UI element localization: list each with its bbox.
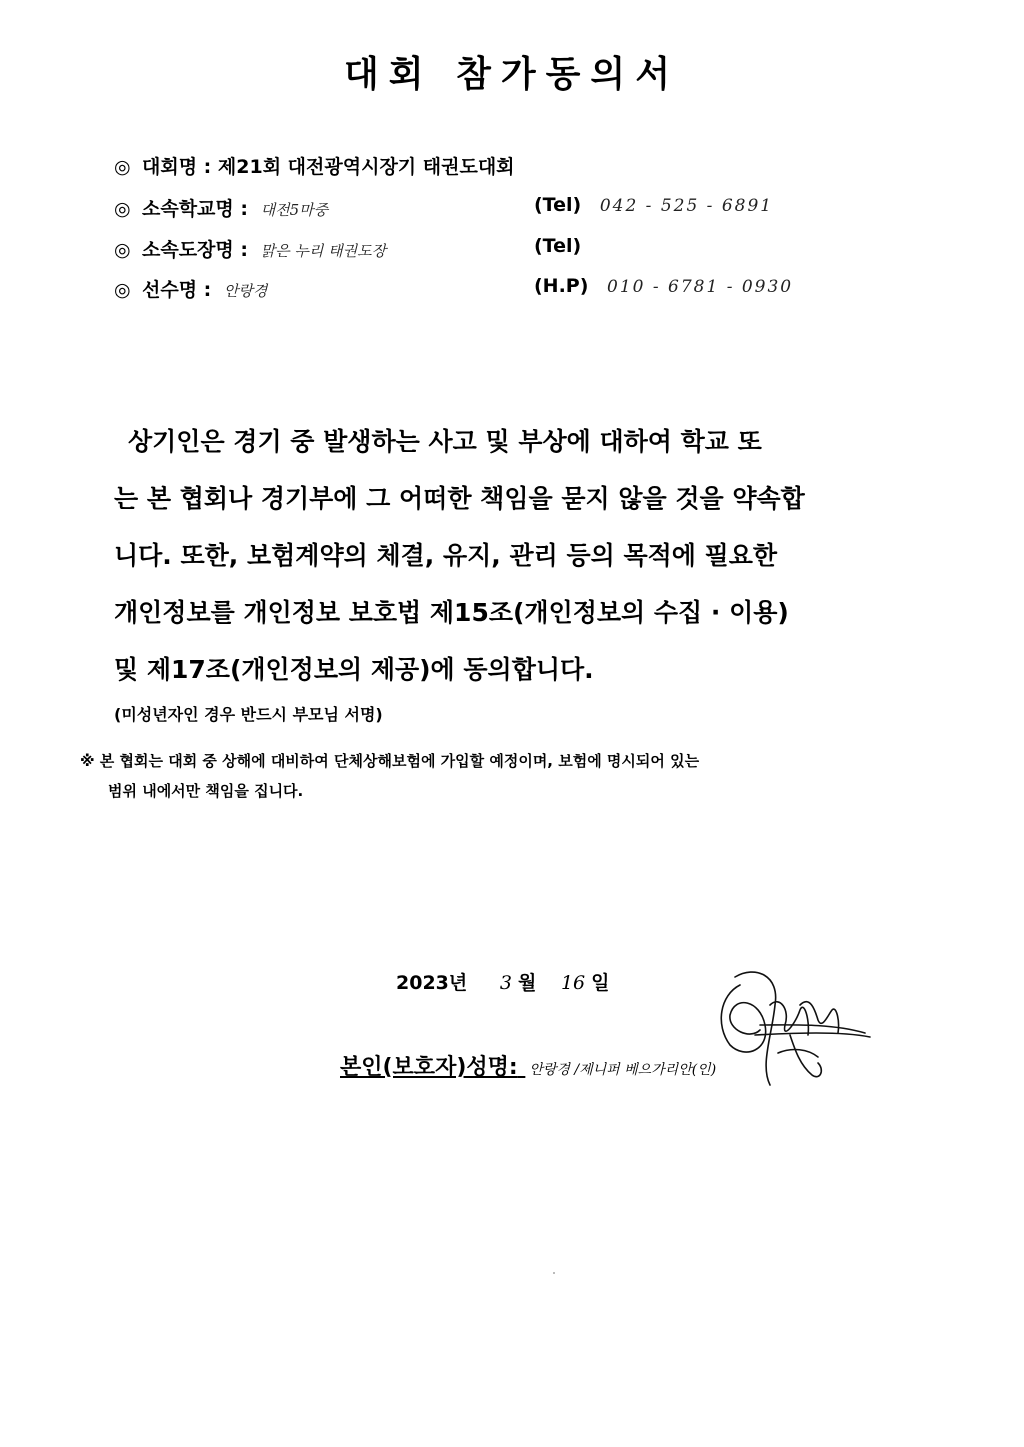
consent-line-2: 는 본 협회나 경기부에 그 어떠한 책임을 묻지 않을 것을 약속합	[114, 484, 805, 513]
tel2-label: (Tel)	[534, 235, 582, 257]
date-month: 3	[499, 972, 512, 994]
signature-line	[340, 1050, 716, 1081]
date-day-unit: 일	[591, 972, 610, 994]
hp-row	[534, 275, 793, 305]
consent-paragraph	[114, 413, 886, 698]
signing-date	[396, 968, 610, 995]
gym-value: 맑은 누리 태권도장	[260, 242, 387, 260]
minor-guardian-note: (미성년자인 경우 반드시 부모님 서명)	[114, 705, 383, 724]
document-title: 대회 참가동의서	[344, 54, 680, 95]
signature-handwritten: 안랑경 /제니퍼 베으가리안(인)	[529, 1062, 717, 1078]
gym-row	[114, 235, 386, 265]
handwritten-signature-scribble	[700, 965, 880, 1105]
consent-line-1: 상기인은 경기 중 발생하는 사고 및 부상에 대하여 학교 또	[128, 427, 762, 456]
player-row	[114, 275, 267, 305]
competition-value: 제21회 대전광역시장기 태권도대회	[217, 156, 515, 178]
double-circle-icon: ◎	[114, 279, 131, 301]
signature-label: 본인(보호자)성명:	[340, 1055, 518, 1080]
consent-line-3: 니다. 또한, 보험계약의 체결, 유지, 관리 등의 목적에 필요한	[114, 541, 778, 570]
tel-row	[534, 194, 773, 224]
competition-label: 대회명 :	[142, 156, 212, 178]
date-year: 2023년	[396, 972, 468, 994]
scan-speck	[553, 1272, 555, 1274]
gym-label: 소속도장명 :	[142, 239, 248, 261]
notice-line-1: ※ 본 협회는 대회 중 상해에 대비하여 단체상해보험에 가입할 예정이며, 보험에 명시되어 있는	[80, 752, 700, 770]
school-value: 대전5마중	[260, 201, 329, 219]
consent-line-5: 및 제17조(개인정보의 제공)에 동의합니다.	[114, 655, 594, 684]
date-month-unit: 월	[517, 972, 537, 994]
consent-line-4: 개인정보를 개인정보 보호법 제15조(개인정보의 수집 · 이용)	[114, 598, 789, 627]
tel2-row	[534, 235, 581, 265]
hp-value: 010 - 6781 - 0930	[607, 277, 794, 297]
tel-label: (Tel)	[534, 194, 582, 216]
date-day: 16	[560, 972, 586, 994]
notice-line-2: 범위 내에서만 책임을 집니다.	[108, 782, 304, 800]
school-row	[114, 194, 328, 224]
insurance-notice	[80, 746, 930, 806]
player-value: 안랑경	[223, 282, 268, 300]
double-circle-icon: ◎	[114, 156, 131, 178]
competition-row	[114, 152, 515, 182]
double-circle-icon: ◎	[114, 239, 131, 261]
double-circle-icon: ◎	[114, 198, 131, 220]
hp-label: (H.P)	[534, 275, 589, 297]
school-label: 소속학교명 :	[142, 198, 248, 220]
player-label: 선수명 :	[142, 279, 212, 301]
tel-value: 042 - 525 - 6891	[599, 196, 774, 216]
